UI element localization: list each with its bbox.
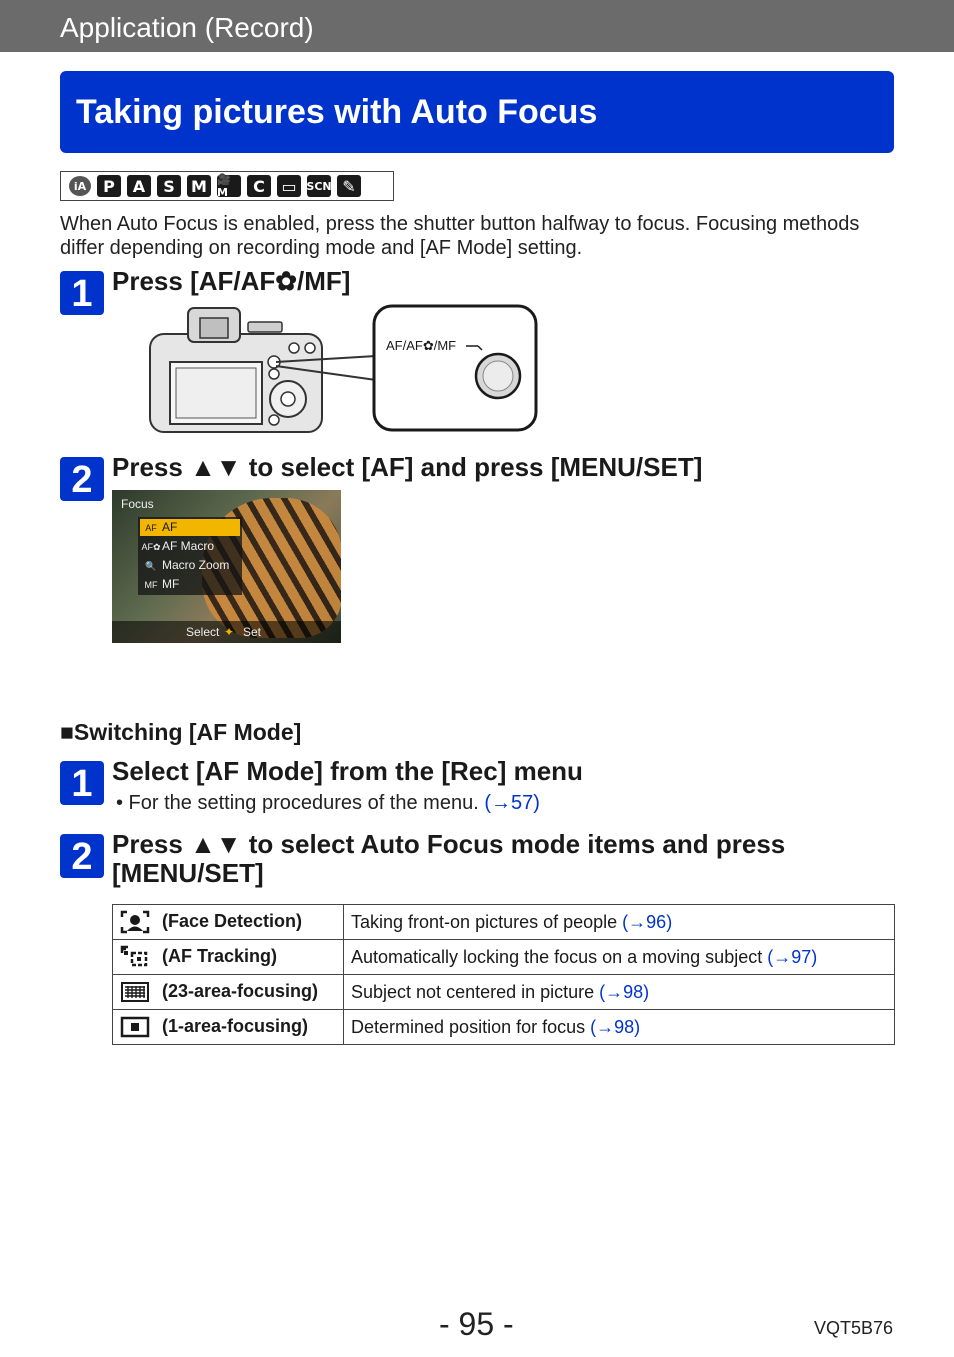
mf-icon: MF xyxy=(144,580,158,590)
switch-step-1-badge: 1 xyxy=(60,761,104,805)
camera-back-illustration xyxy=(148,304,538,434)
af-macro-icon: AF✿ xyxy=(141,542,161,552)
mode-description: Determined position for focus xyxy=(351,1016,591,1037)
creative-video-icon: 🎥M xyxy=(217,175,241,197)
manual-mode-icon: M xyxy=(187,175,211,197)
page-link-96[interactable]: (→96) xyxy=(622,911,673,932)
menu-panel xyxy=(138,517,242,595)
mode-name: (1-area-focusing) xyxy=(162,1015,309,1036)
section-title: Application (Record) xyxy=(60,12,314,43)
section-header xyxy=(0,0,954,52)
menu-item-af[interactable]: AF AF xyxy=(140,519,240,536)
switch-step-2-badge: 2 xyxy=(60,834,104,878)
joystick-icon: ✦ xyxy=(224,625,235,639)
mode-name: (23-area-focusing) xyxy=(162,980,319,1001)
page-link-57[interactable]: (→57) xyxy=(484,792,540,814)
switching-section-heading: ■Switching [AF Mode] xyxy=(60,719,302,745)
scene-mode-icon: SCN xyxy=(307,175,331,197)
switch-step-2-heading-line2: [MENU/SET] xyxy=(112,858,264,888)
face-detection-icon xyxy=(120,910,150,934)
table-row xyxy=(113,1010,895,1045)
panorama-icon: ▭ xyxy=(277,175,301,197)
step-2-badge: 2 xyxy=(60,457,104,501)
menu-item-af-macro[interactable]: AF✿AF Macro xyxy=(140,538,240,555)
recording-modes-strip xyxy=(60,171,394,201)
document-code: VQT5B76 xyxy=(814,1318,894,1338)
program-mode-icon: P xyxy=(97,175,121,197)
callout-button-label: AF/AF✿/MF xyxy=(386,338,457,353)
1-area-icon xyxy=(120,1015,150,1039)
menu-item-macro-zoom[interactable]: 🔍 Macro Zoom xyxy=(140,557,240,574)
page-link-98a[interactable]: (→98) xyxy=(599,981,650,1002)
menu-item-mf[interactable]: MF MF xyxy=(140,576,240,593)
page-link-98b[interactable]: (→98) xyxy=(590,1016,641,1037)
menu-footer-set: Set xyxy=(243,625,262,639)
mode-name: (Face Detection) xyxy=(162,910,303,931)
custom-mode-icon: C xyxy=(247,175,271,197)
page-title-bar xyxy=(60,71,894,153)
table-row xyxy=(113,975,895,1010)
page-number: - 95 - xyxy=(439,1306,514,1342)
shutter-mode-icon: S xyxy=(157,175,181,197)
mode-name: (AF Tracking) xyxy=(162,945,278,966)
macro-zoom-icon: 🔍 xyxy=(145,561,157,571)
menu-footer-select: Select xyxy=(186,625,220,639)
menu-footer xyxy=(112,621,341,643)
focus-menu-screenshot xyxy=(112,490,341,643)
mode-description: Subject not centered in picture xyxy=(351,981,600,1002)
page-title: Taking pictures with Auto Focus xyxy=(76,93,598,131)
af-mode-table xyxy=(112,904,895,1045)
switch-step-2-heading-line1: Press ▲▼ to select Auto Focus mode items and press xyxy=(112,829,786,859)
table-row xyxy=(113,905,895,940)
af-tracking-icon xyxy=(120,945,150,969)
switch-step-1-heading: Select [AF Mode] from the [Rec] menu xyxy=(112,756,583,786)
23-area-icon xyxy=(120,980,150,1004)
table-row xyxy=(113,940,895,975)
creative-control-icon: ✎ xyxy=(337,175,361,197)
step-1-badge: 1 xyxy=(60,271,104,315)
mode-description: Automatically locking the focus on a moving subject xyxy=(351,946,768,967)
switch-step-1-note: • For the setting procedures of the menu. (→57) xyxy=(116,792,540,814)
intro-text: When Auto Focus is enabled, press the shutter button halfway to focus. Focusing methods differ depending on recording mode and [AF Mode] setting. xyxy=(60,213,860,259)
step-2-heading: Press ▲▼ to select [AF] and press [MENU/SET] xyxy=(112,452,703,482)
af-icon: AF xyxy=(145,523,157,533)
page-link-97[interactable]: (→97) xyxy=(767,946,818,967)
step-1-heading: Press [AF/AF✿/MF] xyxy=(112,266,351,296)
mode-description: Taking front-on pictures of people xyxy=(351,911,623,932)
intelligent-auto-icon: iA xyxy=(69,176,91,196)
menu-label: Focus xyxy=(121,497,154,511)
aperture-mode-icon: A xyxy=(127,175,151,197)
